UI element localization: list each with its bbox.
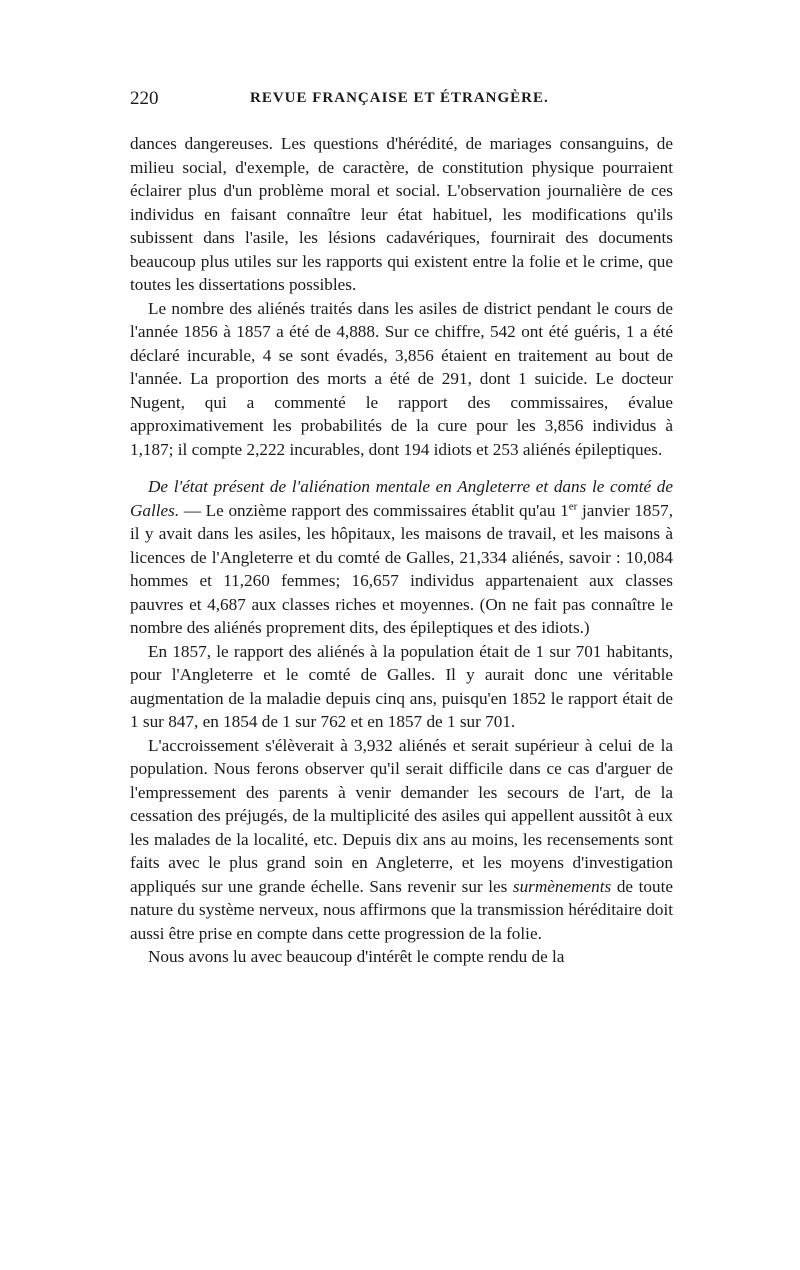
paragraph-4: En 1857, le rapport des aliénés à la population était de 1 sur 701 habitants, pour l'Angleterre et le comté de Galles. Il y aurait donc une véritable augmentation de la maladie depuis cinq ans, puisqu'en 1852 le rapport était de 1 sur 847, en 1854 de 1 sur 762 et en 1857 de 1 sur 701. (130, 641, 673, 731)
paragraph-5-text-b: de toute nature du système nerveux, nous affirmons que la transmission héréditaire doit aussi être prise en compte dans cette progression de la folie. (130, 876, 673, 943)
body-text (130, 132, 673, 969)
paragraph-5 (130, 734, 673, 946)
paragraph-1: dances dangereuses. Les questions d'hérédité, de mariages consanguins, de milieu social, d'exemple, de caractère, de constitution physique pourraient éclairer plus d'un problème moral et social. L'observation journalière de ces individus en faisant connaître leur état habituel, les modifications qu'ils subissent dans l'asile, les lésions cadavériques, fournirait des documents beaucoup plus utiles sur les rapports qui existent entre la folie et le crime, que toutes les dissertations possibles. (130, 134, 673, 294)
superscript-er: er (568, 499, 578, 512)
italic-term: surmènements (512, 876, 612, 896)
paragraph-5-text-a: L'accroissement s'élèverait à 3,932 aliénés et serait supérieur à celui de la population. Nous ferons observer qu'il serait difficile dans ce cas d'arguer de l'empressement des parents à venir demander les secours de l'art, de la cessation des préjugés, de la multiplicité des asiles qui appellent aussitôt à eux les malades de la localité, etc. Depuis dix ans au moins, les recensements sont faits avec le plus grand soin en Angleterre, et les moyens d'investigation appliqués sur une grande échelle. Sans revenir sur les (130, 735, 673, 896)
page-number: 220 (130, 88, 159, 109)
paragraph-2: Le nombre des aliénés traités dans les asiles de district pendant le cours de l'année 1856 à 1857 a été de 4,888. Sur ce chiffre, 542 ont été guéris, 1 a été déclaré incurable, 4 se sont évadés, 3,856 étaient en traitement au bout de l'année. La proportion des morts a été de 291, dont 1 suicide. Le docteur Nugent, qui a commenté le rapport des commissaires, évalue approximativement les probabilités de la cure pour les 3,856 individus à 1,187; il compte 2,222 incurables, dont 194 idiots et 253 aliénés épileptiques. (130, 298, 673, 459)
section-title: De l'état présent de l'aliénation mentale en Angleterre et dans le comté de Galles. (130, 477, 673, 520)
paragraph-6: Nous avons lu avec beaucoup d'intérêt le compte rendu de la (148, 947, 565, 966)
book-page (130, 88, 673, 969)
running-title: REVUE FRANÇAISE ET ÉTRANGÈRE. (250, 90, 549, 106)
running-head (130, 88, 673, 118)
paragraph-3-text-b: janvier 1857, il y avait dans les asiles, les hôpitaux, les maisons de travail, et les maisons à licences de l'Angleterre et du comté de Galles, 21,334 aliénés, savoir : 10,084 hommes et 11,260 femmes; 16,657 individus appartenaient aux classes pauvres et 4,687 aux classes riches et moyennes. (On ne fait pas connaître le nombre des aliénés proprement dits, des épileptiques et des idiots.) (130, 500, 673, 637)
paragraph-3 (130, 475, 673, 640)
paragraph-3-text-a: — Le onzième rapport des commissaires établit qu'au 1 (179, 500, 569, 520)
